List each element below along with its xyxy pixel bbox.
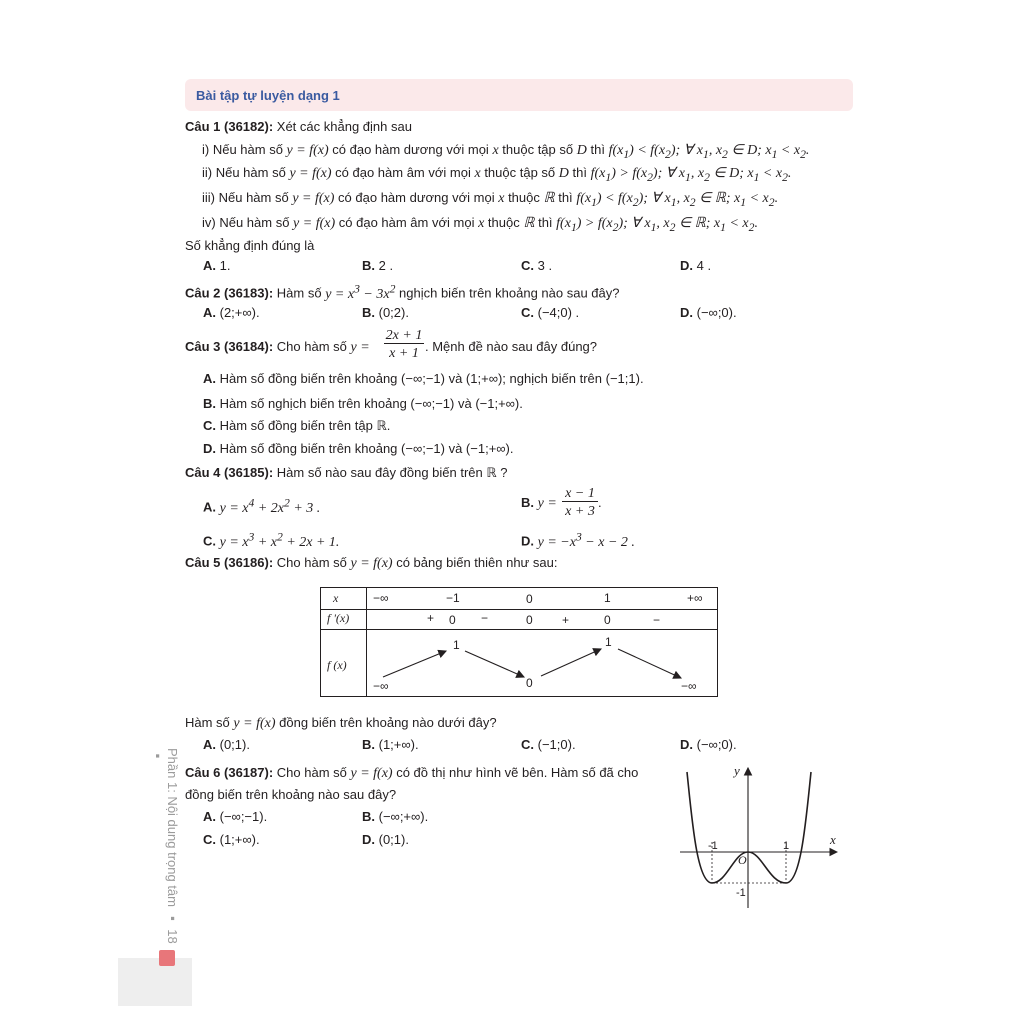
q1-option-c[interactable]: C. 3 . xyxy=(521,258,553,273)
table-fprime-label: f '(x) xyxy=(327,611,350,625)
q1-option-d[interactable]: D. 4 . xyxy=(680,258,712,273)
question-5-followup: Hàm số y = f(x) đồng biến trên khoảng nào dưới đây? xyxy=(185,715,497,731)
table-x-value: −∞ xyxy=(373,591,389,605)
table-x-value: −1 xyxy=(446,591,460,605)
q3-option-b[interactable]: B. Hàm số nghịch biến trên khoảng (−∞;−1) và (−1;+∞). xyxy=(203,396,523,411)
table-sign: 0 xyxy=(604,613,611,627)
statement-iii: iii) Nếu hàm số y = f(x) có đạo hàm dương với mọi x thuộc ℝ thì $f(x_1) < f(x_2)$; ∀ $x_1$, $x_2$ ∈ ℝ; $x_1 < x_2$. xyxy=(202,190,779,209)
question-3-tail: . Mệnh đề nào sau đây đúng? xyxy=(425,339,598,354)
table-x-value: +∞ xyxy=(687,591,703,605)
q6-function-graph xyxy=(670,760,845,910)
table-x-value: 1 xyxy=(604,591,611,605)
q4-option-d[interactable]: D. $y = -x^3 - x - 2$ . xyxy=(521,530,635,550)
function-curve xyxy=(687,772,811,883)
variation-table xyxy=(320,587,718,697)
question-4-stem: Câu 4 (36185): Hàm số nào sau đây đồng biến trên ℝ ? xyxy=(185,465,508,480)
q5-option-b[interactable]: B. (1;+∞). xyxy=(362,737,419,752)
table-x-label: x xyxy=(333,591,339,605)
table-f-value: 1 xyxy=(453,638,460,652)
graph-y-tick-minus-one: -1 xyxy=(736,887,746,899)
table-f-value: −∞ xyxy=(373,679,389,693)
question-1-stem: Câu 1 (36182): Xét các khẳng định sau xyxy=(185,119,412,134)
q5-option-c[interactable]: C. (−1;0). xyxy=(521,737,576,752)
q4-option-b[interactable]: B. y = xyxy=(521,495,557,511)
statement-i: i) Nếu hàm số y = f(x) có đạo hàm dương với mọi x thuộc tập số D thì $f(x_1) < f(x_2)$; ∀ $x_1$, $x_2$ ∈ D; $x_1 < x_2$. xyxy=(202,142,810,161)
q6-option-d[interactable]: D. (0;1). xyxy=(362,832,409,847)
side-running-title: Phần 1: Nội dung trọng tâm ▪ 18 ▪ xyxy=(150,748,180,944)
graph-y-label: y xyxy=(734,763,740,778)
q1-option-a[interactable]: A. 1. xyxy=(203,258,231,273)
question-1-number: Câu 1 (36182): xyxy=(185,119,274,134)
side-margin-block xyxy=(118,958,192,1006)
table-f-value: 0 xyxy=(526,676,533,690)
table-f-value: 1 xyxy=(605,635,612,649)
statement-iv: iv) Nếu hàm số y = f(x) có đạo hàm âm với mọi x thuộc ℝ thì $f(x_1) > f(x_2)$; ∀ $x_1$, $x_2$ ∈ ℝ; $x_1 < x_2$. xyxy=(202,215,758,234)
q2-option-c[interactable]: C. (−4;0) . xyxy=(521,305,580,320)
q6-option-b[interactable]: B. (−∞;+∞). xyxy=(362,809,429,824)
exercise-header-title: Bài tập tự luyện dạng 1 xyxy=(196,88,340,103)
question-6-stem: Câu 6 (36187): Cho hàm số y = f(x) có đồ thị như hình vẽ bên. Hàm số đã cho xyxy=(185,765,639,781)
table-sign: 0 xyxy=(449,613,456,627)
question-6-line2: đồng biến trên khoảng nào sau đây? xyxy=(185,787,397,802)
q4-b-period: . xyxy=(598,495,602,510)
q2-option-b[interactable]: B. (0;2). xyxy=(362,305,409,320)
table-x-value: 0 xyxy=(526,592,533,606)
q3-option-c[interactable]: C. Hàm số đồng biến trên tập ℝ. xyxy=(203,418,391,433)
graph-tick-minus-one: -1 xyxy=(708,840,718,852)
q3-option-a[interactable]: A. Hàm số đồng biến trên khoảng (−∞;−1) và (1;+∞); nghịch biến trên (−1;1). xyxy=(203,371,644,386)
q4-option-c[interactable]: C. $y = x^3 + x^2 + 2x + 1$. xyxy=(203,530,340,550)
table-sign: − xyxy=(481,611,489,625)
q3-fraction-numerator: 2x + 1 xyxy=(385,328,423,343)
q6-option-c[interactable]: C. (1;+∞). xyxy=(203,832,260,847)
q5-option-d[interactable]: D. (−∞;0). xyxy=(680,737,737,752)
question-1-tail: Số khẳng định đúng là xyxy=(185,238,315,253)
q2-option-a[interactable]: A. (2;+∞). xyxy=(203,305,260,320)
question-2-stem: Câu 2 (36183): Hàm số $y = x^3 - 3x^2$ nghịch biến trên khoảng nào sau đây? xyxy=(185,282,620,302)
q4-b-denominator: x + 3 xyxy=(565,504,595,519)
q1-option-b[interactable]: B. 2 . xyxy=(362,258,394,273)
graph-x-label: x xyxy=(830,832,836,847)
q4-b-numerator: x − 1 xyxy=(562,486,598,502)
q2-option-d[interactable]: D. (−∞;0). xyxy=(680,305,737,320)
table-f-value: −∞ xyxy=(681,679,697,693)
statement-ii: ii) Nếu hàm số y = f(x) có đạo hàm âm với mọi x thuộc tập số D thì $f(x_1) > f(x_2)$; ∀ $x_1$, $x_2$ ∈ D; $x_1 < x_2$. xyxy=(202,165,792,184)
graph-origin-label: O xyxy=(738,853,747,867)
table-sign: − xyxy=(653,613,661,627)
question-5-stem: Câu 5 (36186): Cho hàm số y = f(x) có bảng biến thiên như sau: xyxy=(185,555,558,571)
q3-fraction-denominator: x + 1 xyxy=(389,346,419,361)
q4-option-a[interactable]: A. $y = x^4 + 2x^2 + 3$ . xyxy=(203,496,321,516)
q5-option-a[interactable]: A. (0;1). xyxy=(203,737,250,752)
table-f-label: f (x) xyxy=(327,658,347,672)
table-sign: + xyxy=(427,611,435,625)
page-marker xyxy=(159,950,175,966)
table-variation-arrows xyxy=(321,588,719,698)
q6-option-a[interactable]: A. (−∞;−1). xyxy=(203,809,268,824)
question-3-stem: Câu 3 (36184): Cho hàm số y = xyxy=(185,339,370,355)
q3-option-d[interactable]: D. Hàm số đồng biến trên khoảng (−∞;−1) và (−1;+∞). xyxy=(203,441,514,456)
table-sign: 0 xyxy=(526,613,533,627)
graph-tick-one: 1 xyxy=(783,840,790,852)
table-sign: + xyxy=(562,613,570,627)
